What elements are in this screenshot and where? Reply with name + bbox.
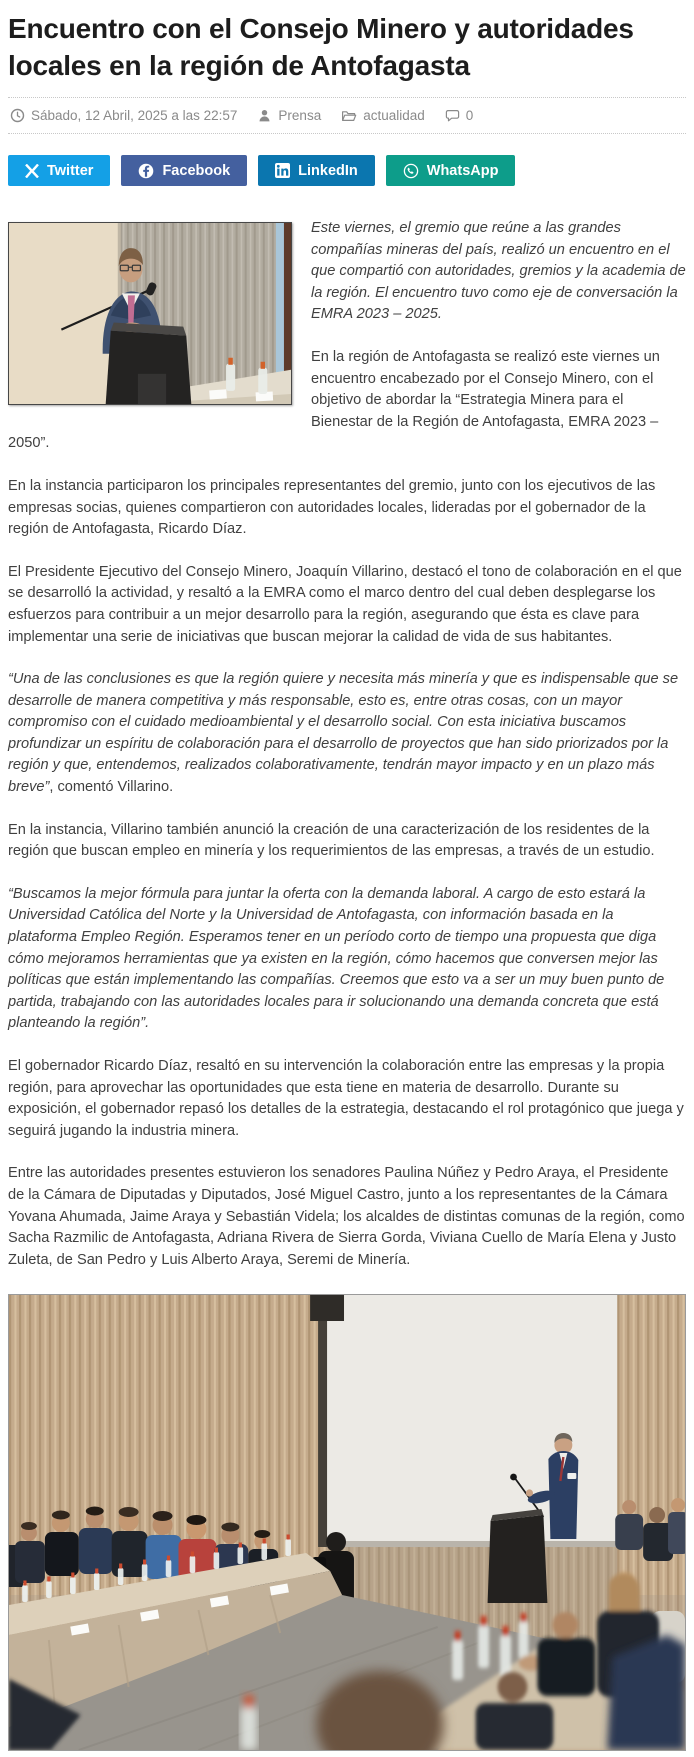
whatsapp-icon — [403, 163, 419, 179]
paragraph: En la instancia participaron los principales representantes del gremio, junto con los ejecutivos de las empresas socias, quienes compartieron con autoridades locales, lideradas por el gobernador de la región de Antofagasta, Ricardo Díaz. — [8, 477, 656, 538]
share-twitter-label: Twitter — [47, 162, 94, 179]
paragraph-quote — [8, 669, 686, 799]
paragraph: En la instancia, Villarino también anunció la creación de una caracterización de los residentes de la región que buscan empleo en minería y los requerimientos de las empresas, a través de un estudio. — [8, 821, 655, 860]
share-buttons — [8, 155, 686, 186]
comment-icon — [445, 108, 460, 123]
share-facebook-button[interactable] — [121, 155, 247, 186]
paragraph: El gobernador Ricardo Díaz, resaltó en su intervención la colaboración entre las empresas y la propia región, para aprovechar las oportunidades que esta tiene en materia de desarrollo. Durante su exposición, el gobernador repasó los detalles de la estrategia, destacando el rol protagónico que juega y seguirá jugando la industria minera. — [8, 1058, 684, 1139]
x-twitter-icon — [25, 164, 39, 178]
podium-photo-illustration — [9, 223, 291, 404]
folder-icon — [341, 108, 357, 123]
user-icon — [257, 108, 272, 123]
publish-date-label: Sábado, 12 Abril, 2025 a las 22:57 — [31, 108, 238, 123]
paragraph-lead: Este viernes, el gremio que reúne a las grandes compañías mineras del país, realizó un encuentro en el que compartió con autoridades, gremios y la academia de la región. El encuentro tuvo como eje de conversación la EMRA 2023 – 2025. — [311, 220, 686, 323]
facebook-icon — [138, 163, 154, 179]
share-whatsapp-label: WhatsApp — [426, 162, 499, 179]
conference-room-illustration — [9, 1295, 685, 1750]
comments-link[interactable] — [445, 108, 474, 123]
clock-icon — [10, 108, 25, 123]
conference-room-photo — [8, 1294, 686, 1751]
category-link[interactable] — [341, 108, 425, 123]
comments-count: 0 — [465, 108, 474, 123]
publish-date — [10, 108, 237, 123]
article-body — [8, 218, 686, 1292]
paragraph: Entre las autoridades presentes estuvieron los senadores Paulina Núñez y Pedro Araya, el Presidente de la Cámara de Diputadas y Diputados, José Miguel Castro, junto a los representantes de la Cámara Yovana Ahumada, Jaime Araya y Sebastián Videla; los alcaldes de distintas comunas de la región, como Sacha Razmilic de Antofagasta, Adriana Rivera de Sierra Gorda, Viviana Cuello de María Elena y Justo Zuleta, de San Pedro y Luis Alberto Araya, Seremi de Minería. — [8, 1165, 685, 1268]
quote-attribution: , comentó Villarino. — [49, 779, 174, 796]
author-label: Prensa — [278, 108, 322, 123]
page-title: Encuentro con el Consejo Minero y autoridades locales en la región de Antofagasta — [8, 13, 634, 81]
share-twitter-button[interactable] — [8, 155, 110, 186]
paragraph: El Presidente Ejecutivo del Consejo Minero, Joaquín Villarino, destacó el tono de colaboración en el que se desarrolló la actividad, y resaltó a la EMRA como el marco dentro del cual deben desplegarse los esfuerzos para contribuir a un mejor desarrollo para la región, asegurando que ésta es clave para implementar una serie de iniciativas que buscan mejorar la calidad de vida de sus habitantes. — [8, 563, 682, 645]
share-linkedin-label: LinkedIn — [298, 162, 358, 179]
podium-photo — [8, 222, 292, 405]
article-meta — [8, 97, 686, 134]
share-linkedin-button[interactable] — [258, 155, 375, 186]
linkedin-icon — [275, 163, 290, 178]
paragraph: En la región de Antofagasta se realizó este viernes un encuentro encabezado por el Consejo Minero, con el objetivo de abordar la “Estrategia Minera para el Bienestar de la Región de Antofagasta, EMRA 2023 – 2050”. — [8, 348, 660, 452]
share-whatsapp-button[interactable] — [386, 155, 516, 186]
author-link[interactable] — [257, 108, 321, 123]
paragraph-quote: “Buscamos la mejor fórmula para juntar la oferta con la demanda laboral. A cargo de esto estará la Universidad Católica del Norte y la Universidad de Antofagasta, con información basada en la plataforma Empleo Región. Esperamos tener en un período corto de tiempo una propuesta que diga cómo mejoramos herramientas que ya existen en la región, cómo hacemos que conversen mejor las políticas que están implementando las compañías. Creemos que esto va a ser un muy buen punto de partida, trabajando con las autoridades locales para ir solucionando una demanda concreta que está planteando la región”. — [8, 885, 665, 1032]
share-facebook-label: Facebook — [162, 162, 231, 179]
quote-text: “Una de las conclusiones es que la región quiere y necesita más minería y que es indispensable que se desarrolle de manera competitiva y más responsable, esto es, entre otras cosas, con un mayor compromiso con el cuidado medioambiental y el desarrollo social. Con esta iniciativa buscamos profundizar un espíritu de colaboración para el desarrollo de proyectos que han sido priorizados por la región y que, entendemos, realizados colaborativamente, tendrán mayor impacto y en un plazo más breve” — [8, 671, 679, 796]
category-label: actualidad — [363, 108, 425, 123]
